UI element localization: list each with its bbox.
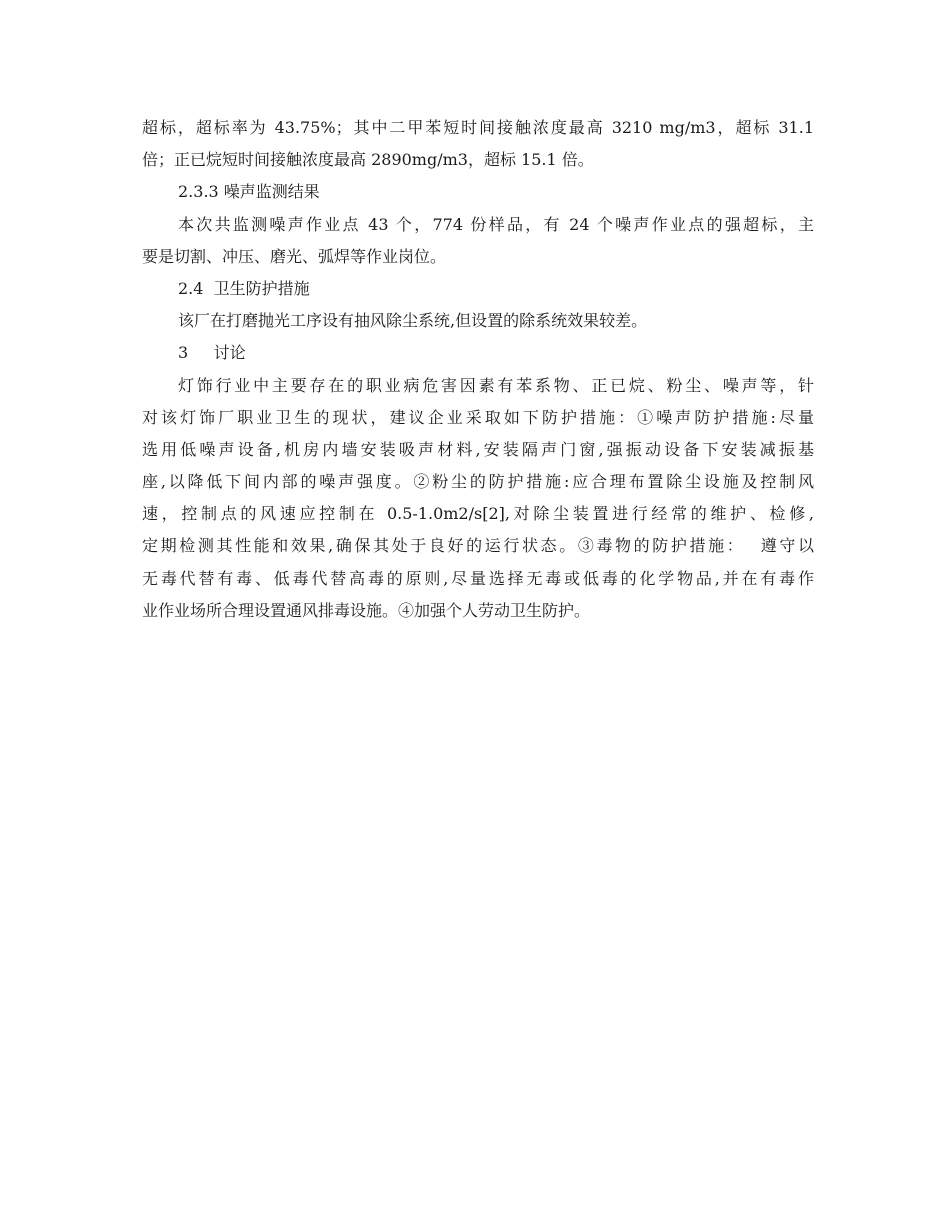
text-line: 本次共监测噪声作业点 43 个，774 份样品，有 24 个噪声作业点的强超标，主	[178, 214, 814, 234]
section-heading-noise-results: 2.3.3 噪声监测结果	[178, 182, 320, 202]
section-heading-discussion: 3 讨论	[178, 343, 246, 363]
document-body	[142, 112, 814, 627]
text-line: 无毒代替有毒、低毒代替高毒的原则,尽量选择无毒或低毒的化学物品,并在有毒作	[142, 568, 814, 588]
text-line: 该厂在打磨抛光工序设有抽风除尘系统,但设置的除系统效果较差。	[178, 311, 648, 331]
text-line: 对该灯饰厂职业卫生的现状，建议企业采取如下防护措施：①噪声防护措施:尽量	[142, 407, 814, 427]
text-line: 定期检测其性能和效果,确保其处于良好的运行状态。③毒物的防护措施： 遵守以	[142, 536, 814, 556]
text-line: 灯饰行业中主要存在的职业病危害因素有苯系物、正已烷、粉尘、噪声等，针	[178, 375, 814, 395]
text-line: 座,以降低下间内部的噪声强度。②粉尘的防护措施:应合理布置除尘设施及控制风	[142, 472, 814, 492]
text-line: 速，控制点的风速应控制在 0.5-1.0m2/s[2],对除尘装置进行经常的维护、检修,	[142, 504, 814, 524]
text-line: 业作业场所合理设置通风排毒设施。④加强个人劳动卫生防护。	[142, 600, 591, 620]
text-line: 要是切割、冲压、磨光、弧焊等作业岗位。	[142, 246, 447, 266]
section-heading-protection-measures: 2.4 卫生防护措施	[178, 278, 310, 298]
text-line: 倍；正已烷短时间接触浓度最高 2890mg/m3，超标 15.1 倍。	[142, 150, 594, 170]
text-line: 超标，超标率为 43.75%；其中二甲苯短时间接触浓度最高 3210 mg/m3，超标 31.1	[142, 118, 814, 137]
text-line: 选用低噪声设备,机房内墙安装吸声材料,安装隔声门窗,强振动设备下安装减振基	[142, 439, 814, 459]
